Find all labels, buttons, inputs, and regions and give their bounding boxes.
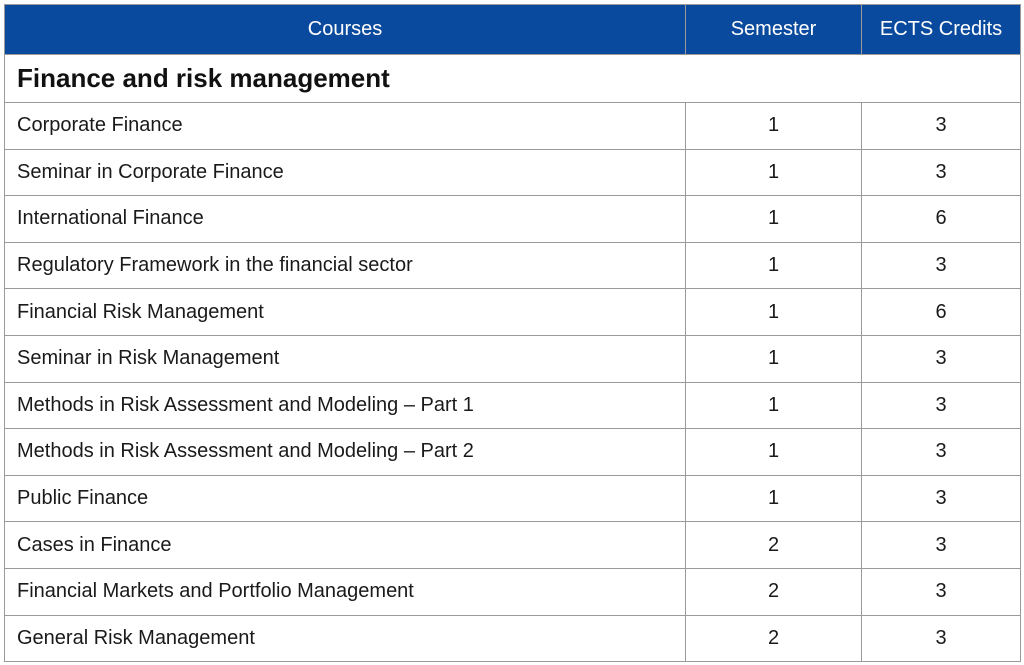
table-row xyxy=(5,242,1021,289)
ects-credits-cell: 3 xyxy=(862,149,1021,196)
table-body xyxy=(5,55,1021,662)
semester-cell: 1 xyxy=(686,289,862,336)
ects-credits-cell: 6 xyxy=(862,289,1021,336)
table-row xyxy=(5,149,1021,196)
semester-cell: 2 xyxy=(686,568,862,615)
ects-credits-cell: 3 xyxy=(862,615,1021,662)
header-row xyxy=(5,5,1021,55)
table-row xyxy=(5,196,1021,243)
table-header xyxy=(5,5,1021,55)
ects-credits-cell: 6 xyxy=(862,196,1021,243)
course-name-cell: International Finance xyxy=(5,196,686,243)
ects-credits-cell: 3 xyxy=(862,429,1021,476)
course-name-cell: Financial Markets and Portfolio Management xyxy=(5,568,686,615)
course-name-cell: Cases in Finance xyxy=(5,522,686,569)
header-courses: Courses xyxy=(5,5,686,55)
course-name-cell: Seminar in Corporate Finance xyxy=(5,149,686,196)
section-row xyxy=(5,55,1021,103)
table-row xyxy=(5,522,1021,569)
semester-cell: 1 xyxy=(686,196,862,243)
semester-cell: 1 xyxy=(686,242,862,289)
ects-credits-cell: 3 xyxy=(862,475,1021,522)
semester-cell: 1 xyxy=(686,335,862,382)
course-name-cell: Regulatory Framework in the financial sector xyxy=(5,242,686,289)
section-title: Finance and risk management xyxy=(5,55,1021,103)
table-row xyxy=(5,568,1021,615)
course-name-cell: Methods in Risk Assessment and Modeling – Part 1 xyxy=(5,382,686,429)
course-name-cell: Corporate Finance xyxy=(5,103,686,150)
ects-credits-cell: 3 xyxy=(862,382,1021,429)
table-row xyxy=(5,335,1021,382)
table-row xyxy=(5,475,1021,522)
ects-credits-cell: 3 xyxy=(862,568,1021,615)
semester-cell: 2 xyxy=(686,615,862,662)
header-ects-credits: ECTS Credits xyxy=(862,5,1021,55)
ects-credits-cell: 3 xyxy=(862,103,1021,150)
semester-cell: 2 xyxy=(686,522,862,569)
course-name-cell: General Risk Management xyxy=(5,615,686,662)
semester-cell: 1 xyxy=(686,382,862,429)
course-name-cell: Public Finance xyxy=(5,475,686,522)
table-row xyxy=(5,103,1021,150)
course-name-cell: Seminar in Risk Management xyxy=(5,335,686,382)
course-name-cell: Financial Risk Management xyxy=(5,289,686,336)
table-row xyxy=(5,289,1021,336)
ects-credits-cell: 3 xyxy=(862,242,1021,289)
table-row xyxy=(5,382,1021,429)
table-row xyxy=(5,429,1021,476)
header-semester: Semester xyxy=(686,5,862,55)
semester-cell: 1 xyxy=(686,475,862,522)
course-name-cell: Methods in Risk Assessment and Modeling – Part 2 xyxy=(5,429,686,476)
table-row xyxy=(5,615,1021,662)
semester-cell: 1 xyxy=(686,149,862,196)
courses-table xyxy=(4,4,1021,662)
ects-credits-cell: 3 xyxy=(862,335,1021,382)
semester-cell: 1 xyxy=(686,103,862,150)
semester-cell: 1 xyxy=(686,429,862,476)
ects-credits-cell: 3 xyxy=(862,522,1021,569)
